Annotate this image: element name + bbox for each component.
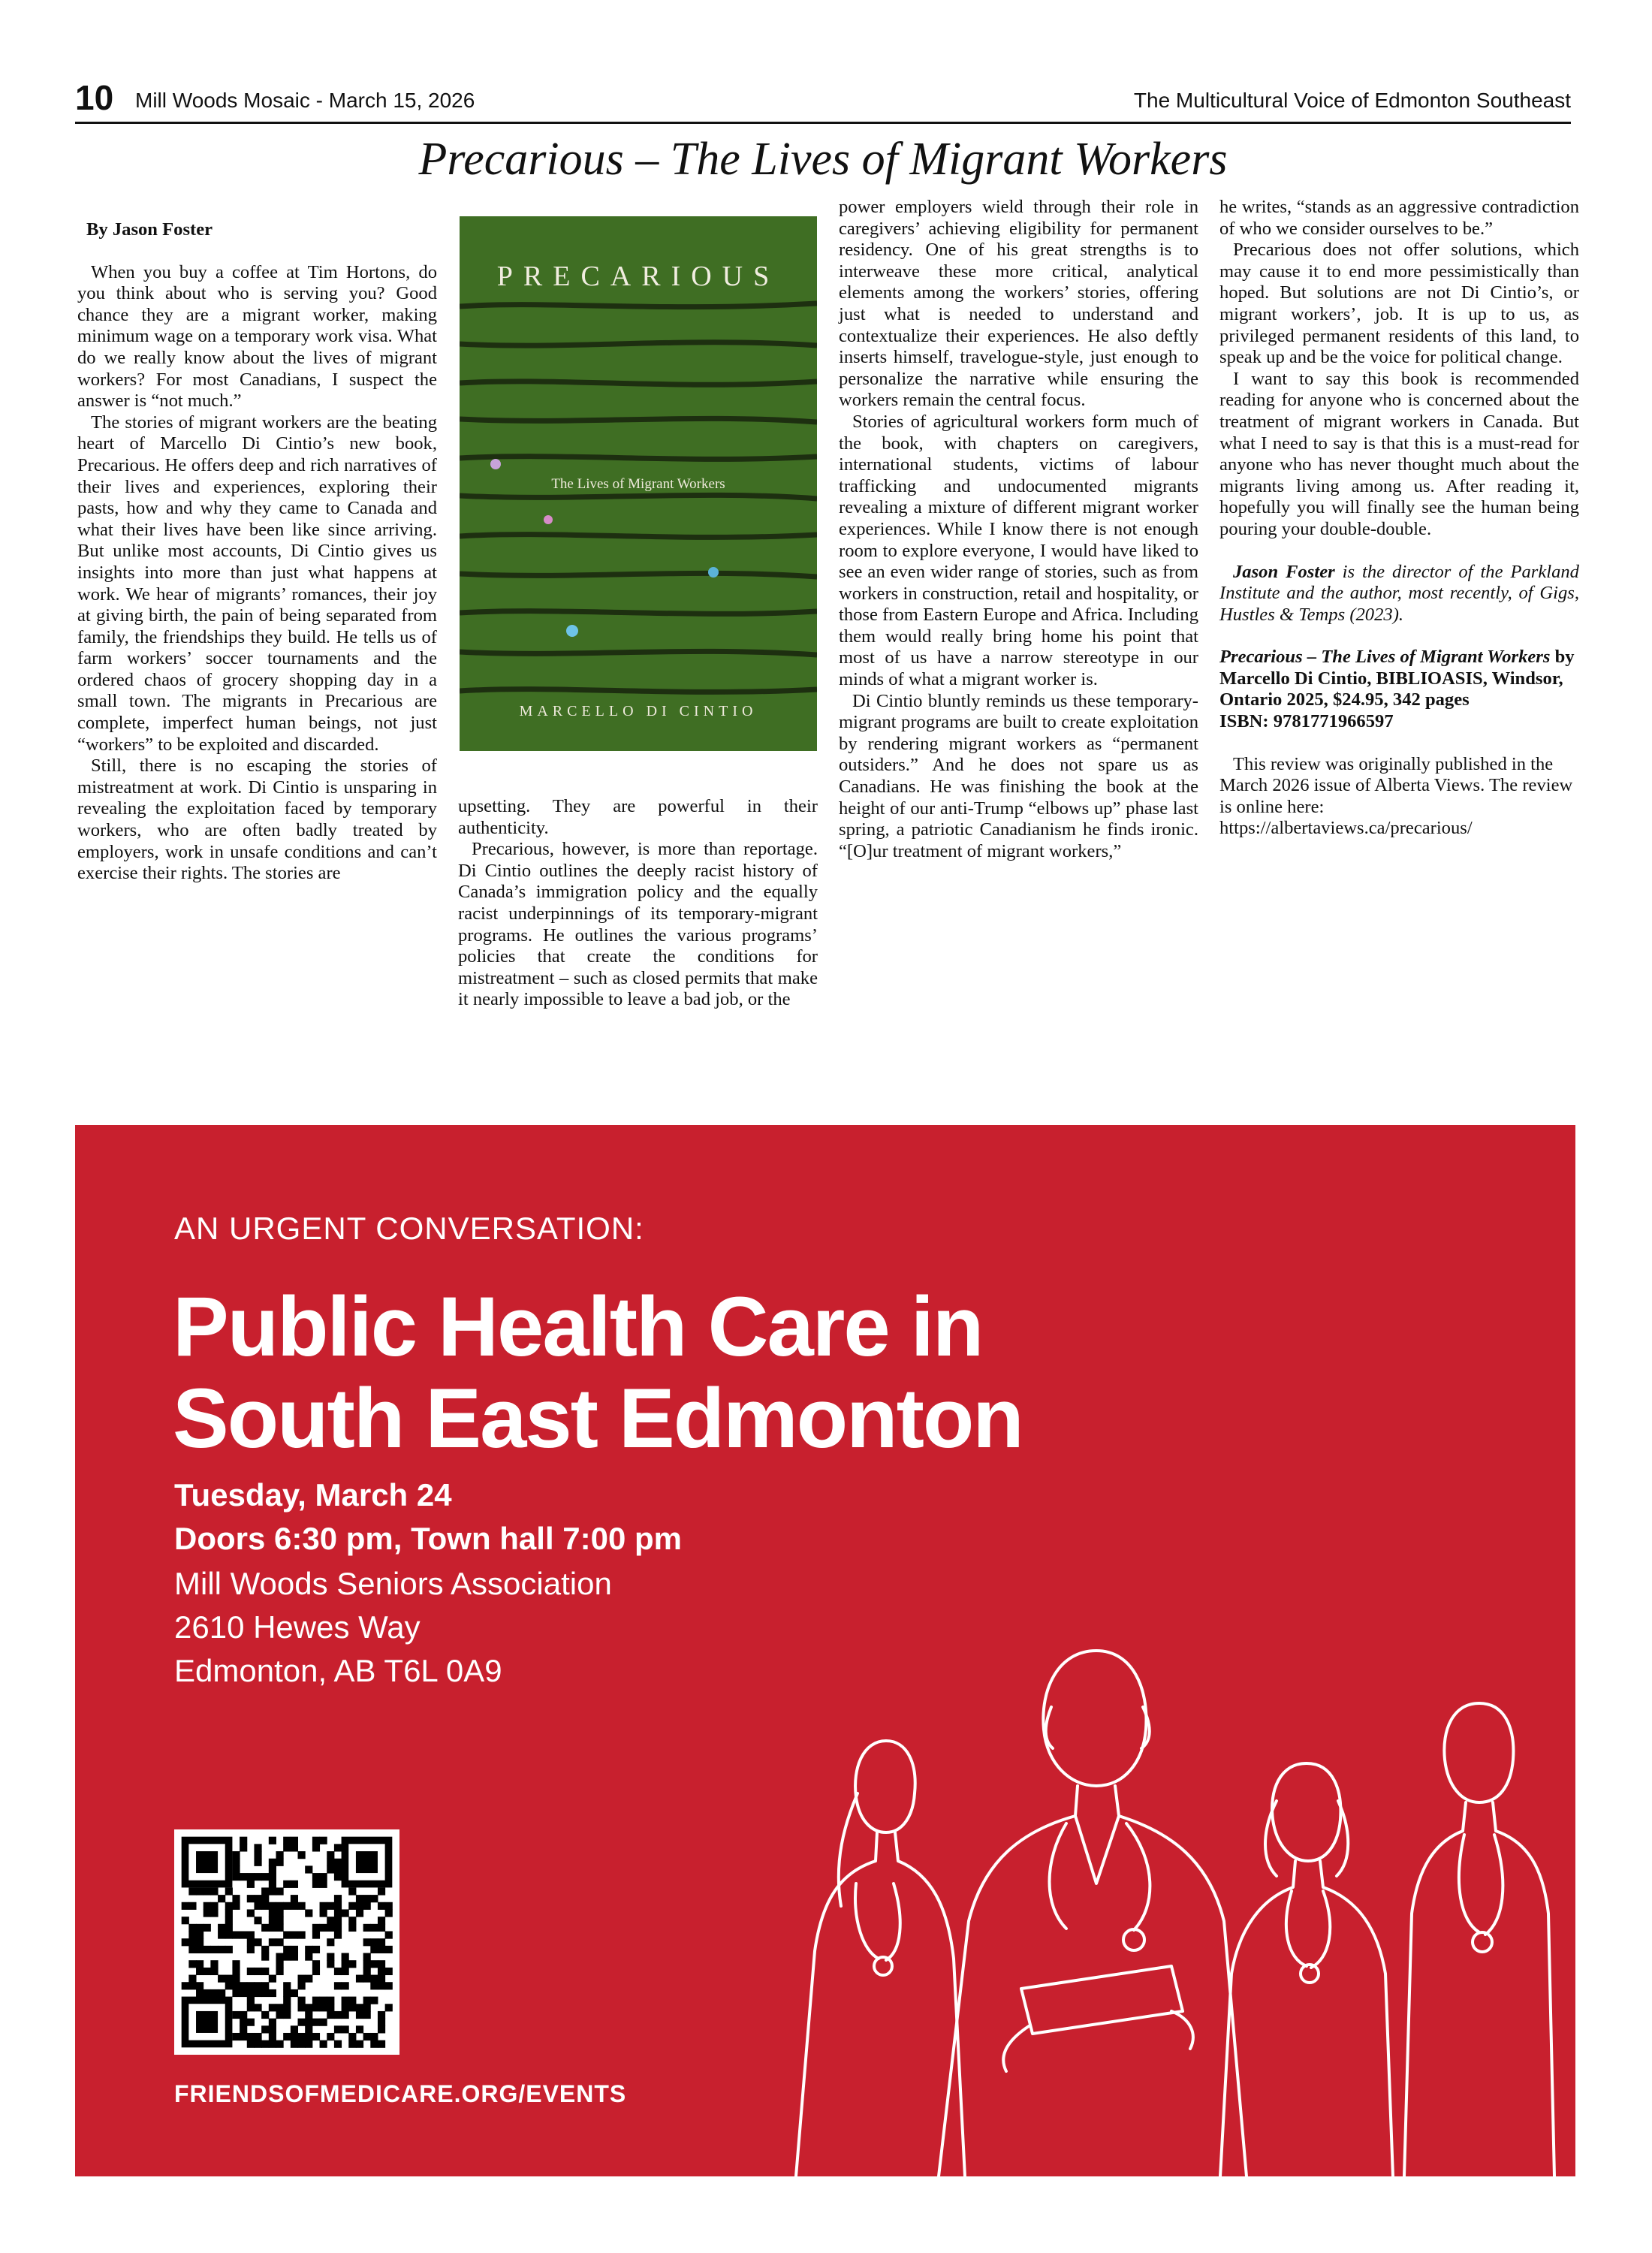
ad-title-line-1: Public Health Care in (173, 1280, 983, 1374)
book-cover (460, 216, 817, 751)
author-bio-text: is the director of the Parkland Institute and the author, most recently, of Gigs, Hustles & Temps (2023). (1219, 561, 1579, 625)
ad-address-1: 2610 Hewes Way (174, 1609, 421, 1645)
paragraph: Stories of agricultural workers form much of the book, with chapters on caregivers, international students, victims of labour trafficking and undocumented migrants revealing a mixture of different migrant worker experiences. While I know there is not enough room to explore everyone, I would have liked to see an even wider range of stories, such as from workers in construction, retail and hospitality, or those from Eastern Europe and Africa. Including them would really bring home his point that most of us have a narrow stereotype in our minds of what a migrant worker is. (839, 411, 1198, 690)
paragraph: The stories of migrant workers are the beating heart of Marcello Di Cintio’s new book, Precarious. He offers deep and rich narratives of their lives and experiences, exploring their pasts, how and why they came to Canada and what their lives have been like since arriving. But unlike most accounts, Di Cintio gives us insights into more than just what happens at work. We hear of migrants’ romances, their joy at giving birth, the pain of being separated from family, the friendships they build. He tells us of farm workers’ soccer tournaments and the ordered chaos of grocery shopping day in a small town. The migrants in Precarious are complete, imperfect human beings, not just “workers” to be exploited and discarded. (77, 412, 437, 755)
paragraph: When you buy a coffee at Tim Hortons, do you think about who is serving you? Good chance they are a migrant worker, making minimum wage on a temporary work visa. What do we really know about the lives of migrant workers? For most Canadians, I suspect the answer is “not much.” (77, 261, 437, 412)
paragraph: Still, there is no escaping the stories of mistreatment at work. Di Cintio is unsparing in revealing the exploitation faced by temporary workers, who are often badly treated by employers, work in unsafe conditions and can’t exercise their rights. The stories are (77, 756, 437, 884)
paragraph: Di Cintio bluntly reminds us these temporary-migrant programs are built to create exploitation by rendering migrant workers as “permanent outsiders.” And he does not spare us as Canadians. He was finishing the book at the height of our anti-Trump “elbows up” phase last spring, a patriotic Canadianism he finds ironic. “[O]ur treatment of migrant workers,” (839, 690, 1198, 861)
publication-tagline: The Multicultural Voice of Edmonton Southeast (1133, 89, 1571, 112)
ad-kicker: AN URGENT CONVERSATION: (174, 1211, 644, 1246)
cover-subtitle: The Lives of Migrant Workers (551, 476, 725, 492)
article-column-1 (77, 219, 437, 885)
header-divider (75, 122, 1571, 124)
book-isbn: ISBN: 9781771966597 (1219, 711, 1394, 732)
cover-title: PRECARIOUS (496, 261, 780, 292)
article-column-4 (1219, 197, 1579, 840)
book-info-title: Precarious – The Lives of Migrant Workers (1219, 647, 1551, 668)
cover-author: MARCELLO DI CINTIO (519, 703, 758, 719)
paragraph: I want to say this book is recommended reading for anyone who is concerned about the treatment of migrant workers in Canada. But what I need to say is that this is a must-read for anyone who has never thought much about the migrants living among us. After reading it, hopefully you will finally see the human being pouring your double-double. (1219, 368, 1579, 539)
article-column-3 (839, 197, 1198, 862)
page-header (75, 78, 1571, 120)
paragraph: he writes, “stands as an aggressive contradiction of who we consider ourselves to be.” (1219, 197, 1579, 239)
ad-date: Tuesday, March 24 (174, 1477, 452, 1513)
article-headline: Precarious – The Lives of Migrant Workers (418, 134, 1228, 185)
ad-venue: Mill Woods Seniors Association (174, 1566, 612, 1601)
paragraph: power employers wield through their role in caregivers’ achieving eligibility for permanent residency. One of his great strengths is to interweave these more critical, analytical elements among the workers’ stories, offering just what is needed to understand and contextualize their experiences. He also deftly inserts himself, travelogue-style, just enough to personalize the narrative while ensuring the workers remain the central focus. (839, 197, 1198, 411)
page-number: 10 (75, 78, 114, 117)
qr-code[interactable] (174, 1829, 399, 2055)
author-bio (1219, 562, 1579, 626)
healthcare-workers-illustration (781, 1636, 1575, 2176)
book-info (1219, 647, 1579, 732)
paragraph: Precarious does not offer solutions, which may cause it to end more pessimistically than hoped. But solutions are not Di Cintio’s, or migrant workers’, job. It is up to us, as privileged permanent residents of this land, to speak up and be the voice for political change. (1219, 240, 1579, 368)
ad-title-line-2: South East Edmonton (173, 1371, 1023, 1465)
article-column-2 (458, 796, 818, 1011)
paragraph: Precarious, however, is more than reportage. Di Cintio outlines the deeply racist history of Canada’s immigration policy and the equally racist underpinnings of its temporary-migrant programs. He outlines the various programs’ policies that create the conditions for mistreatment – such as closed permits that make it nearly impossible to leave a bad job, or the (458, 839, 818, 1010)
ad-url[interactable]: FRIENDSOFMEDICARE.ORG/EVENTS (174, 2080, 627, 2107)
original-publication-note: This review was originally published in the March 2026 issue of Alberta Views. The review is online here: https://albertaviews.ca/precarious/ (1219, 753, 1573, 839)
author-bio-name: Jason Foster (1233, 561, 1335, 582)
event-advertisement (75, 1125, 1575, 2176)
book-info-details: by Marcello Di Cintio, BIBLIOASIS, Windsor, Ontario 2025, $24.95, 342 pages (1219, 647, 1575, 710)
byline: By Jason Foster (86, 219, 213, 240)
ad-address-2: Edmonton, AB T6L 0A9 (174, 1653, 502, 1688)
publication-line: Mill Woods Mosaic - March 15, 2026 (135, 89, 475, 112)
ad-times: Doors 6:30 pm, Town hall 7:00 pm (174, 1521, 683, 1556)
ad-schedule (174, 1473, 682, 1561)
ad-location (174, 1562, 612, 1693)
qr-code-graphic (174, 1829, 399, 2055)
ad-title (173, 1281, 1149, 1464)
paragraph: upsetting. They are powerful in their authenticity. (458, 796, 818, 838)
